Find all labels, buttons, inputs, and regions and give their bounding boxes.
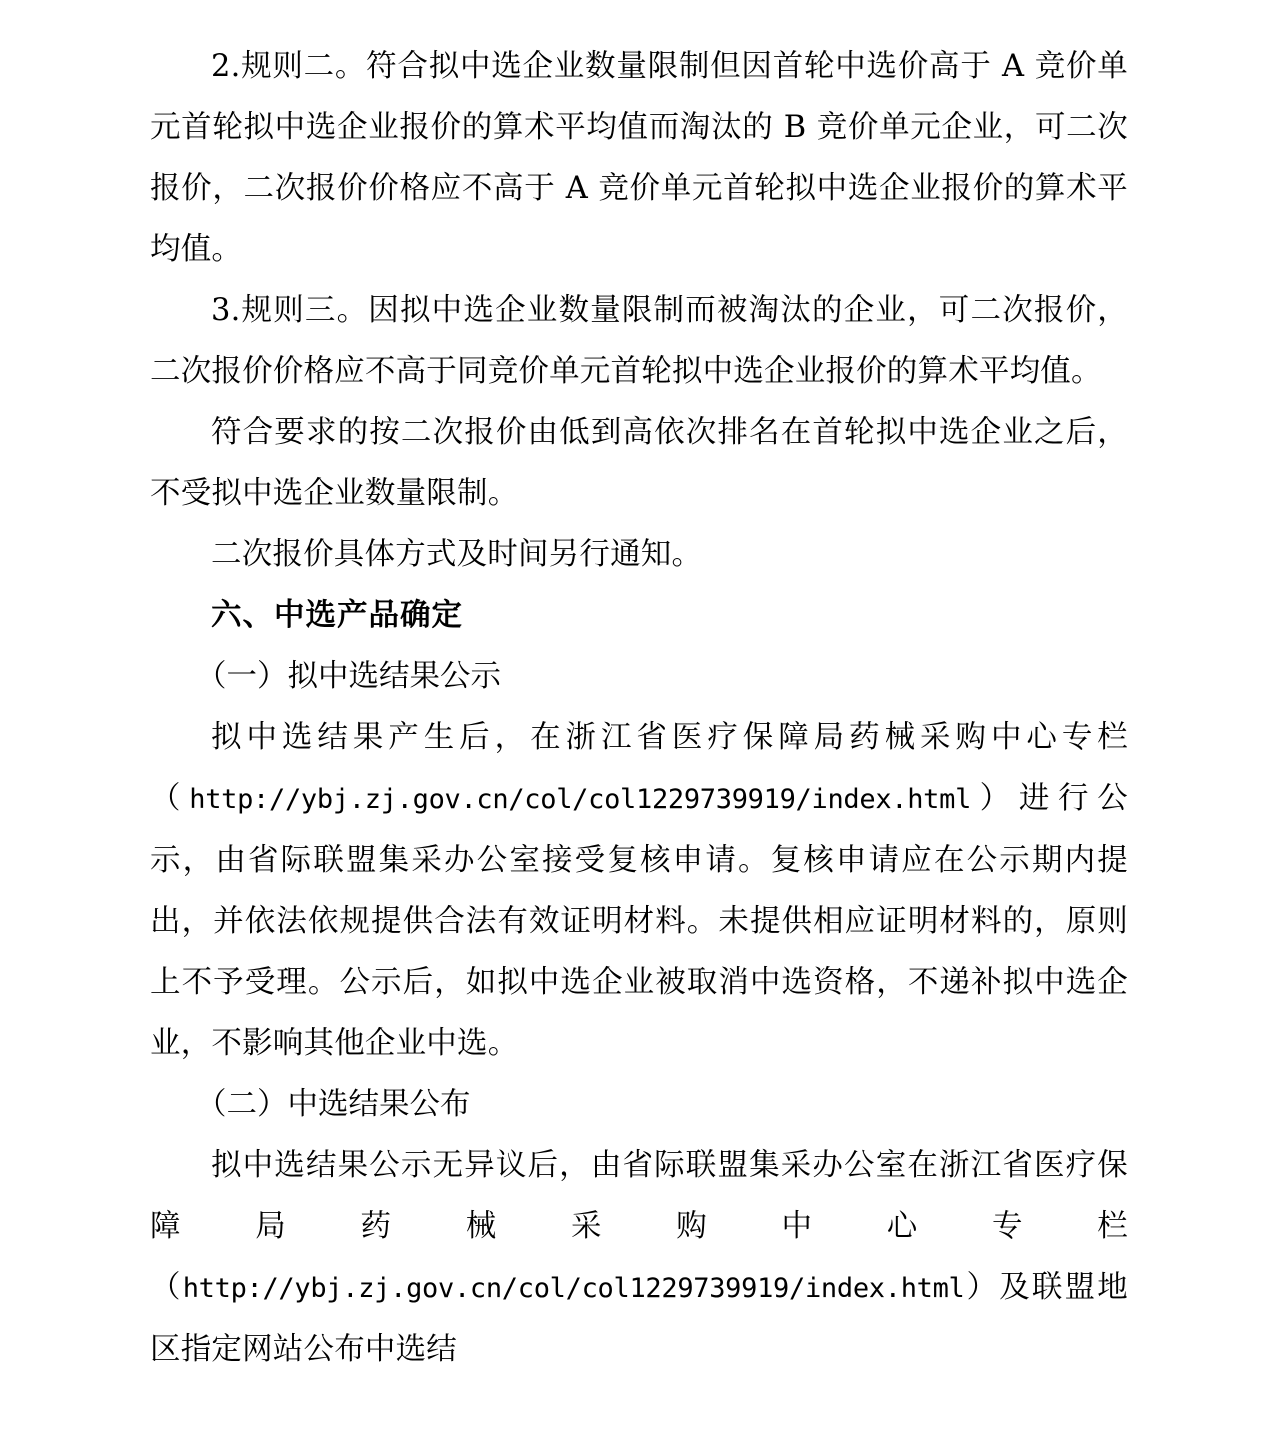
subsection-two-title: （二）中选结果公布 (196, 1087, 471, 1122)
subsection-one-text-before: 拟中选结果产生后，在浙江省医疗保障局药械采购中心专栏（ (150, 720, 1128, 816)
section-heading: 六、中选产品确定 (211, 597, 463, 633)
subsection-two-url: http://ybj.zj.gov.cn/col/col1229739919/index.html (182, 1273, 965, 1304)
subsection-two-text-before: 拟中选结果公示无异议后，由省际联盟集采办公室在浙江省医疗保障局药械采购中心专栏（ (150, 1148, 1128, 1305)
paragraph-rule-two: 2.规则二。符合拟中选企业数量限制但因首轮中选价高于 A 竞价单元首轮拟中选企业报价的算术平均值而淘汰的 B 竞价单元企业，可二次报价，二次报价价格应不高于 A 竞价单元首轮拟中选企业报价的算术平均值。 (150, 49, 1128, 267)
paragraph-rule-three: 3.规则三。因拟中选企业数量限制而被淘汰的企业，可二次报价，二次报价价格应不高于同竞价单元首轮拟中选企业报价的算术平均值。 (150, 293, 1128, 389)
paragraph-ranking-note: 符合要求的按二次报价由低到高依次排名在首轮拟中选企业之后，不受拟中选企业数量限制。 (150, 415, 1128, 511)
subsection-one-url: http://ybj.zj.gov.cn/col/col1229739919/index.html (189, 784, 972, 815)
subsection-two-body (150, 1135, 1128, 1380)
subsection-one-body (150, 707, 1128, 1074)
subsection-one-title: （一）拟中选结果公示 (196, 659, 501, 694)
subsection-two-text-after: ）及联盟地区指定网站公布中选结 (150, 1270, 1129, 1367)
subsection-one-text-after: ）进行公示，由省际联盟集采办公室接受复核申请。复核申请应在公示期内提出，并依法依规提供合法有效证明材料。未提供相应证明材料的，原则上不予受理。公示后，如拟中选企业被取消中选资格，不递补拟中选企业，不影响其他企业中选。 (150, 781, 1128, 1061)
paragraph-notice-note: 二次报价具体方式及时间另行通知。 (211, 537, 703, 572)
